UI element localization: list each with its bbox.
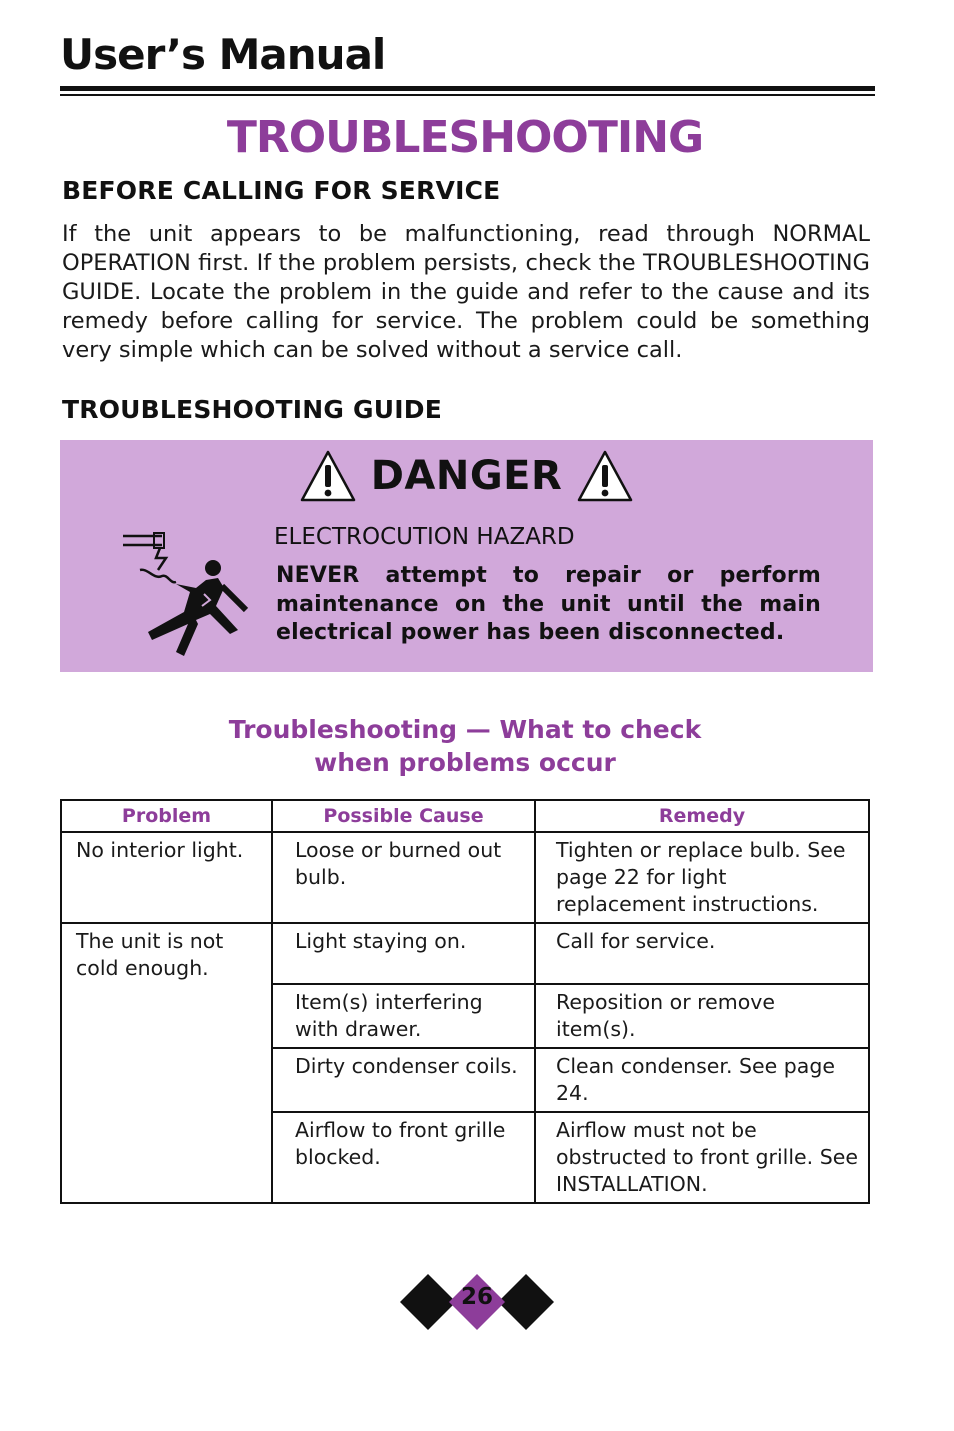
troubleshooting-table <box>60 799 870 1204</box>
manual-title: User’s Manual <box>60 30 386 79</box>
table-row <box>61 923 869 984</box>
remedy-cell: Airflow must not be obstructed to front grille. See INSTALLATION. <box>535 1112 869 1203</box>
page-number: 26 <box>460 1284 493 1310</box>
hazard-title: ELECTROCUTION HAZARD <box>274 524 575 550</box>
remedy-cell: Clean condenser. See page 24. <box>535 1048 869 1112</box>
remedy-cell: Tighten or replace bulb. See page 22 for light replacement instructions. <box>535 832 869 923</box>
problem-cell: The unit is not cold enough. <box>61 923 272 1203</box>
header-rule-thick <box>60 86 875 91</box>
danger-box <box>60 440 873 672</box>
remedy-cell: Call for service. <box>535 923 869 984</box>
warning-triangle-icon <box>576 449 634 503</box>
guide-heading: TROUBLESHOOTING GUIDE <box>62 395 443 424</box>
danger-label: DANGER <box>370 453 563 499</box>
table-caption-line2: when problems occur <box>314 748 616 777</box>
column-header-cause: Possible Cause <box>272 800 535 832</box>
before-service-heading: BEFORE CALLING FOR SERVICE <box>62 176 501 205</box>
table-caption <box>0 713 930 779</box>
page-title: TROUBLESHOOTING <box>226 112 704 163</box>
before-service-text: If the unit appears to be malfunctioning, read through NORMAL OPERATION first. If the problem persists, check the TROUBLESHOOTING GUIDE. Locate the problem in the guide and refer to the cause and its remedy before calling for service. The problem could be something very simple which can be solved without a service call. <box>62 221 870 363</box>
electric-shock-icon <box>118 528 268 663</box>
cause-cell: Item(s) interfering with drawer. <box>272 984 535 1048</box>
cause-cell: Airflow to front grille blocked. <box>272 1112 535 1203</box>
column-header-problem: Problem <box>61 800 272 832</box>
cause-cell: Dirty condenser coils. <box>272 1048 535 1112</box>
danger-header <box>60 446 873 506</box>
column-header-remedy: Remedy <box>535 800 869 832</box>
cause-cell: Loose or burned out bulb. <box>272 832 535 923</box>
cause-cell: Light staying on. <box>272 923 535 984</box>
hazard-text: NEVER attempt to repair or perform maintenance on the unit until the main electrical power has been disconnected. <box>276 563 821 645</box>
table-header-row <box>61 800 869 832</box>
header-rule-thin <box>60 94 875 96</box>
problem-cell: No interior light. <box>61 832 272 923</box>
table-caption-line1: Troubleshooting — What to check <box>228 715 702 744</box>
table-row <box>61 832 869 923</box>
remedy-cell: Reposition or remove item(s). <box>535 984 869 1048</box>
warning-triangle-icon <box>299 449 357 503</box>
